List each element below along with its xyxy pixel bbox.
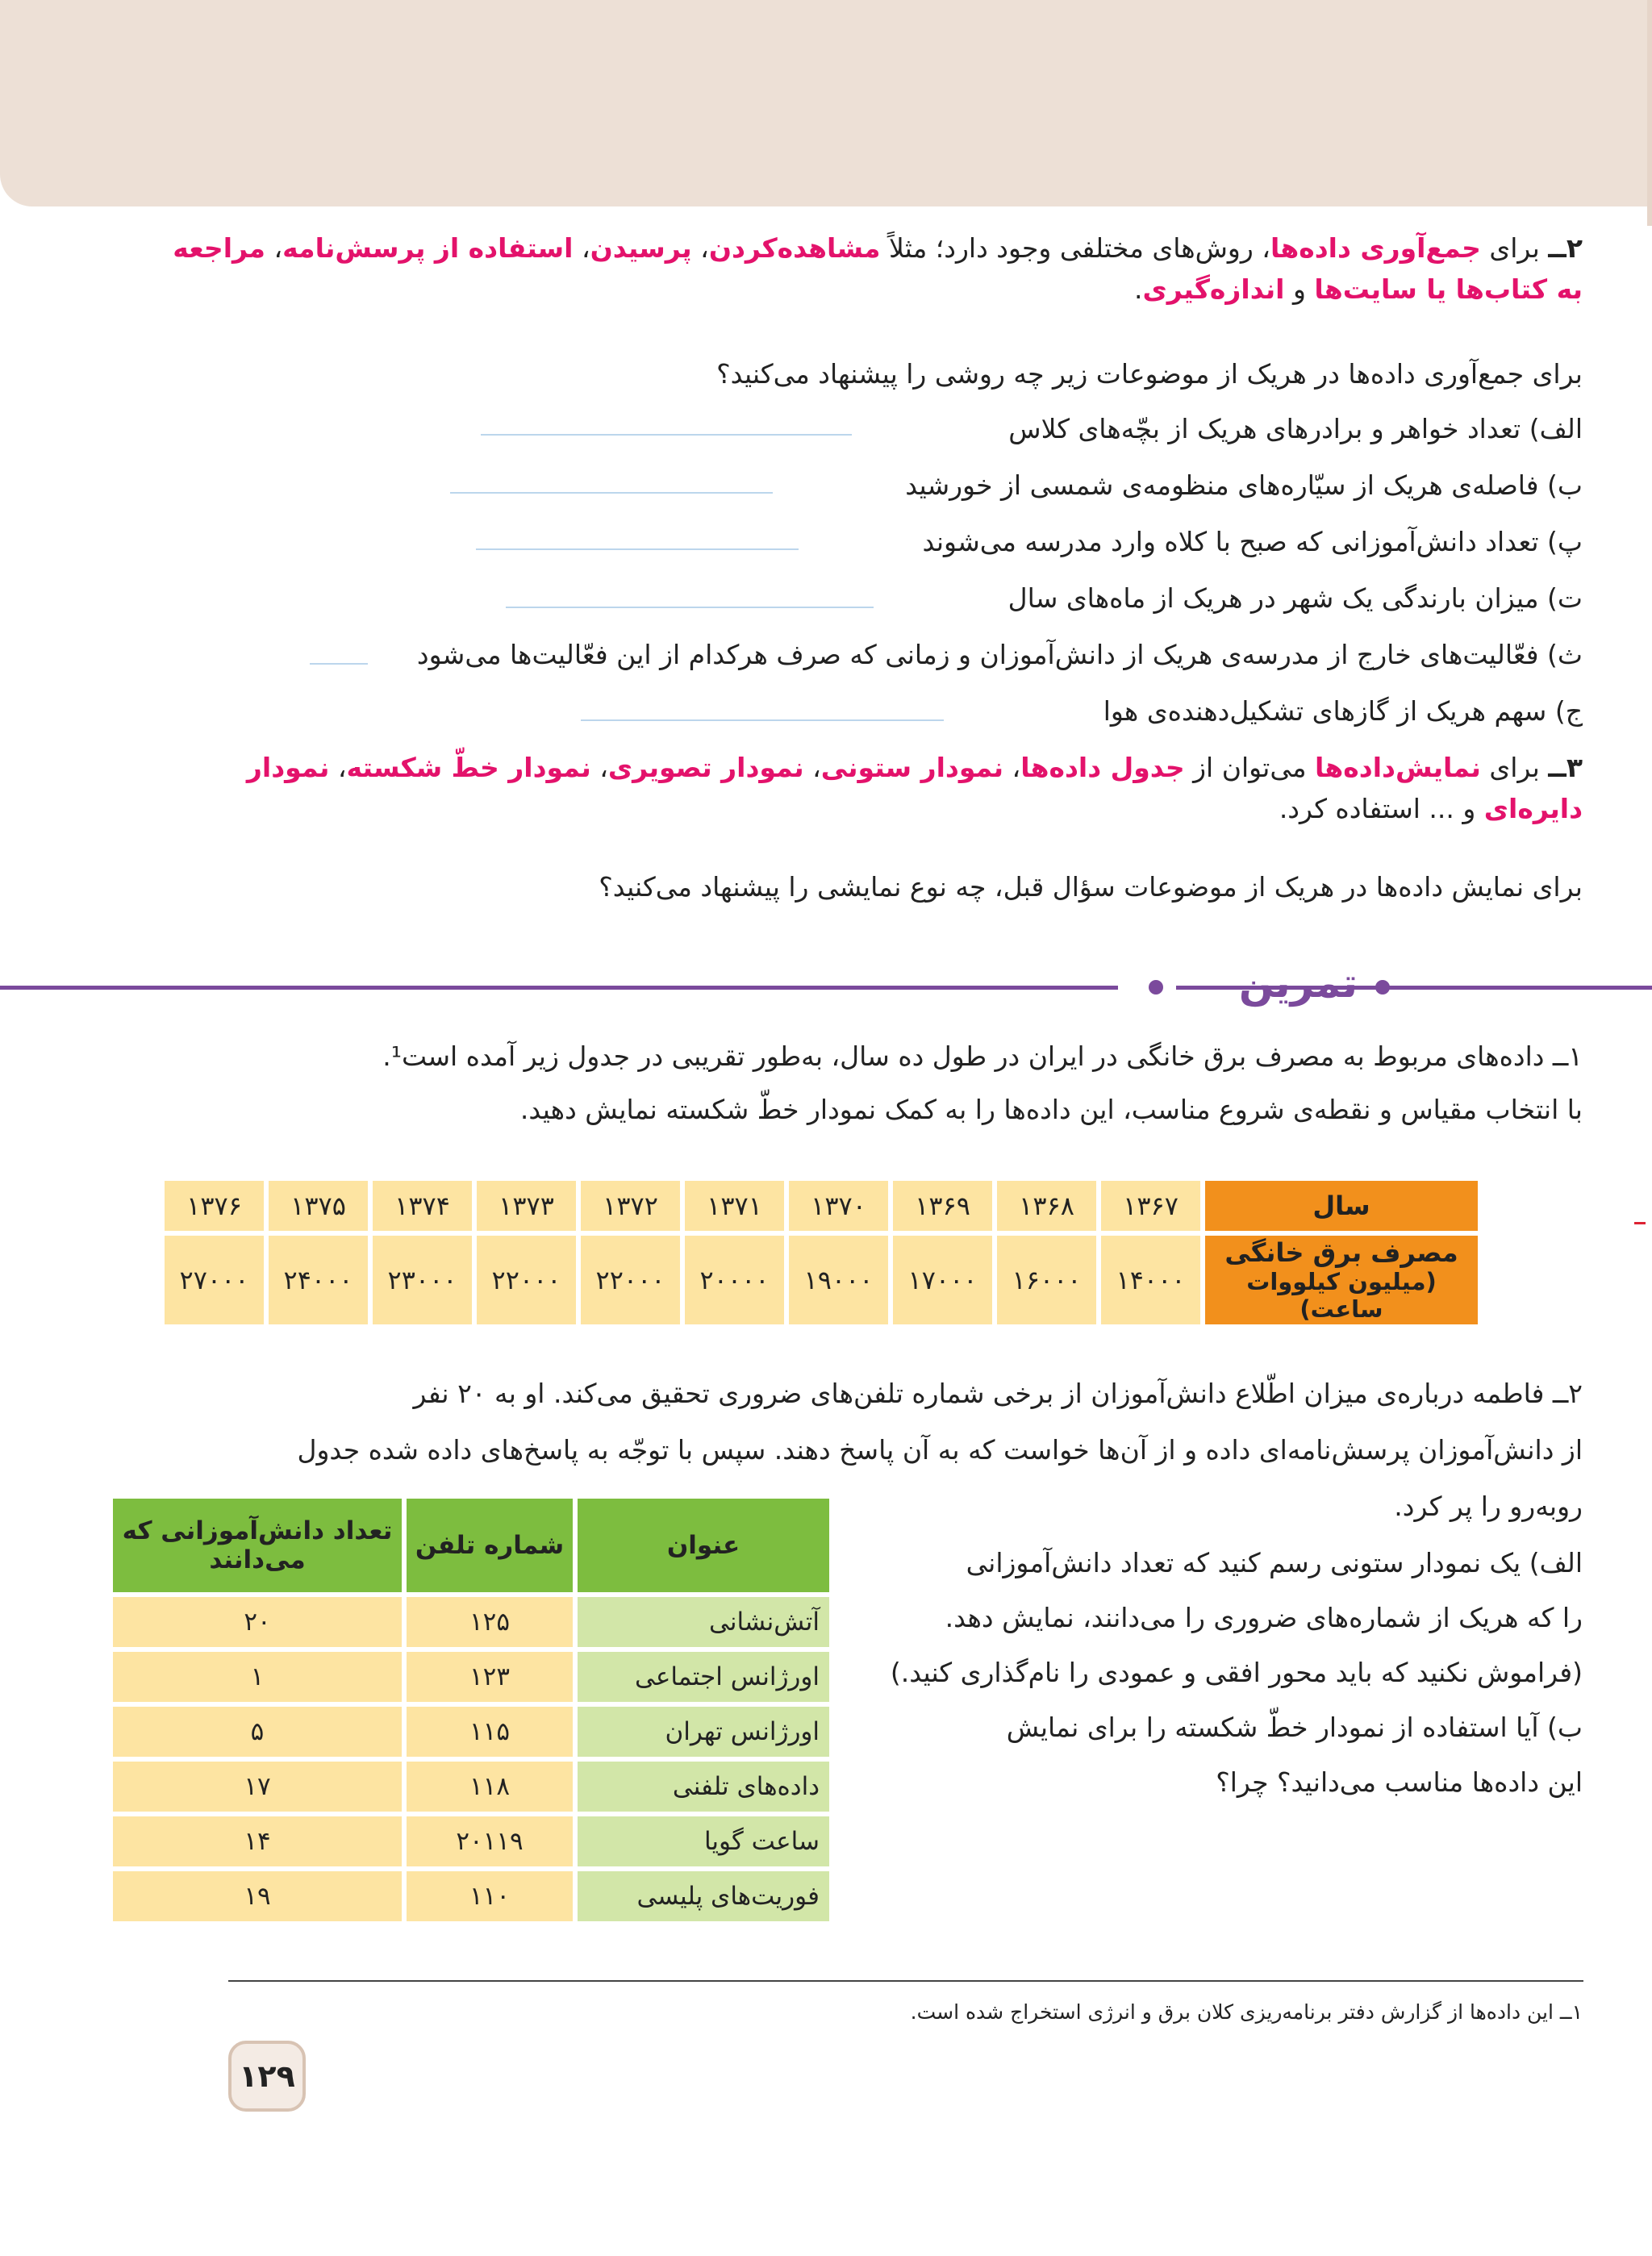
year-cell: ۱۳۶۹ bbox=[893, 1181, 992, 1231]
page-edge bbox=[1647, 0, 1652, 226]
answer-line[interactable] bbox=[476, 548, 799, 550]
value-cell: ۲۲۰۰۰ bbox=[581, 1236, 680, 1324]
table-row-phone: ۱۱۰ bbox=[407, 1871, 573, 1921]
item-b: ب) فاصله‌ی هریک از سیّاره‌های منظومه‌ی شمسی از خورشید bbox=[905, 469, 1583, 501]
answer-line[interactable] bbox=[481, 434, 852, 436]
table-row-title: آتش‌نشانی bbox=[578, 1597, 829, 1647]
page-number: ۱۲۹ bbox=[228, 2041, 306, 2112]
footnote-divider bbox=[228, 1980, 1583, 1982]
table-row-title: اورژانس اجتماعی bbox=[578, 1652, 829, 1702]
divider-dot bbox=[1375, 980, 1390, 995]
section2-paragraph: ۲ــ برای جمع‌آوری داده‌ها، روش‌های مختلفی وجود دارد؛ مثلاً مشاهده‌کردن، پرسیدن، استفاده از پرسش‌نامه، مراجعه به کتاب‌ها یا سایت‌ها و اندازه‌گیری. bbox=[173, 232, 1583, 306]
value-cell: ۲۲۰۰۰ bbox=[477, 1236, 576, 1324]
value-cell: ۱۷۰۰۰ bbox=[893, 1236, 992, 1324]
exercise2-a3: (فراموش نکنید که باید محور افقی و عمودی را نام‌گذاری کنید.) bbox=[890, 1657, 1583, 1688]
footnote: ۱ــ این داده‌ها از گزارش دفتر برنامه‌ریزی کلان برق و انرژی استخراج شده است. bbox=[910, 2000, 1583, 2024]
table-row-count: ۱۴ bbox=[113, 1816, 402, 1866]
answer-line[interactable] bbox=[581, 719, 944, 721]
table-row-title: داده‌های تلفنی bbox=[578, 1762, 829, 1812]
year-cell: ۱۳۷۶ bbox=[165, 1181, 264, 1231]
year-header: سال bbox=[1205, 1181, 1478, 1231]
table-row-count: ۲۰ bbox=[113, 1597, 402, 1647]
table-row-phone: ۱۲۵ bbox=[407, 1597, 573, 1647]
table-row-title: اورژانس تهران bbox=[578, 1707, 829, 1757]
table-row-count: ۱ bbox=[113, 1652, 402, 1702]
section3-paragraph: ۳ــ برای نمایش‌داده‌ها می‌توان از جدول داده‌ها، نمودار ستونی، نمودار تصویری، نمودار خطّ شکسته، نمودار دایره‌ای و ... استفاده کرد. bbox=[246, 752, 1583, 825]
value-cell: ۲۳۰۰۰ bbox=[373, 1236, 472, 1324]
value-cell: ۱۶۰۰۰ bbox=[997, 1236, 1096, 1324]
consumption-header bbox=[1205, 1236, 1478, 1324]
year-cell: ۱۳۷۲ bbox=[581, 1181, 680, 1231]
value-cell: ۲۴۰۰۰ bbox=[269, 1236, 368, 1324]
year-cell: ۱۳۷۵ bbox=[269, 1181, 368, 1231]
answer-line[interactable] bbox=[450, 492, 773, 494]
answer-line[interactable] bbox=[310, 663, 368, 665]
exercise2-b2: این داده‌ها مناسب می‌دانید؟ چرا؟ bbox=[1216, 1766, 1583, 1798]
count-header: تعداد دانش‌آموزانی که می‌دانند bbox=[113, 1499, 402, 1592]
section3-question: برای نمایش داده‌ها در هریک از موضوعات سؤال قبل، چه نوع نمایشی را پیشنهاد می‌کنید؟ bbox=[599, 871, 1583, 903]
year-cell: ۱۳۷۴ bbox=[373, 1181, 472, 1231]
table-row-phone: ۲۰۱۱۹ bbox=[407, 1816, 573, 1866]
answer-line[interactable] bbox=[506, 607, 874, 608]
phone-header: شماره تلفن bbox=[407, 1499, 573, 1592]
electricity-table bbox=[160, 1176, 1483, 1329]
divider-dot bbox=[1149, 980, 1163, 995]
exercise2-line2: از دانش‌آموزان پرسش‌نامه‌ای داده و از آن‌ها خواست که به آن پاسخ دهند. سپس با توجّه به پاسخ‌های داده شده جدول bbox=[297, 1434, 1583, 1466]
table-row-phone: ۱۲۳ bbox=[407, 1652, 573, 1702]
item-j: ج) سهم هریک از گازهای تشکیل‌دهنده‌ی هوا bbox=[1103, 695, 1583, 727]
value-cell: ۲۷۰۰۰ bbox=[165, 1236, 264, 1324]
item-t: ت) میزان بارندگی یک شهر در هریک از ماه‌های سال bbox=[1007, 582, 1583, 614]
year-cell: ۱۳۶۸ bbox=[997, 1181, 1096, 1231]
edge-mark bbox=[1634, 1222, 1646, 1224]
value-cell: ۱۹۰۰۰ bbox=[789, 1236, 888, 1324]
value-cell: ۲۰۰۰۰ bbox=[685, 1236, 784, 1324]
year-cell: ۱۳۷۱ bbox=[685, 1181, 784, 1231]
year-cell: ۱۳۷۰ bbox=[789, 1181, 888, 1231]
exercise2-a1: الف) یک نمودار ستونی رسم کنید که تعداد دانش‌آموزانی bbox=[966, 1547, 1583, 1578]
table-row-phone: ۱۱۸ bbox=[407, 1762, 573, 1812]
value-cell: ۱۴۰۰۰ bbox=[1101, 1236, 1200, 1324]
phone-table bbox=[108, 1494, 834, 1926]
header-band bbox=[0, 0, 1652, 206]
consumption-unit: (میلیون کیلووات ساعت) bbox=[1246, 1268, 1437, 1323]
exercise2-b1: ب) آیا استفاده از نمودار خطّ شکسته را برای نمایش bbox=[1006, 1712, 1583, 1743]
table-row-title: فوریت‌های پلیسی bbox=[578, 1871, 829, 1921]
table-row-count: ۱۹ bbox=[113, 1871, 402, 1921]
table-row-title: ساعت گویا bbox=[578, 1816, 829, 1866]
year-cell: ۱۳۶۷ bbox=[1101, 1181, 1200, 1231]
exercise2-line3: روبه‌رو را پر کرد. bbox=[1394, 1491, 1583, 1522]
exercise-title: تمرین bbox=[1238, 960, 1358, 1007]
table-row-phone: ۱۱۵ bbox=[407, 1707, 573, 1757]
exercise-divider-left bbox=[0, 986, 1118, 990]
exercise1-line1: ۱ــ داده‌های مربوط به مصرف برق خانگی در ایران در طول ده سال، به‌طور تقریبی در جدول زیر آمده است¹. bbox=[382, 1040, 1583, 1072]
exercise1-line2: با انتخاب مقیاس و نقطه‌ی شروع مناسب، این داده‌ها را به کمک نمودار خطّ شکسته نمایش دهید. bbox=[519, 1094, 1583, 1125]
table-row-count: ۱۷ bbox=[113, 1762, 402, 1812]
consumption-label: مصرف برق خانگی bbox=[1224, 1237, 1458, 1268]
title-header: عنوان bbox=[578, 1499, 829, 1592]
exercise2-line1: ۲ــ فاطمه درباره‌ی میزان اطّلاع دانش‌آموزان از برخی شماره تلفن‌های ضروری تحقیق می‌کند. او به ۲۰ نفر bbox=[413, 1378, 1583, 1409]
table-row-count: ۵ bbox=[113, 1707, 402, 1757]
item-p: پ) تعداد دانش‌آموزانی که صبح با کلاه وارد مدرسه می‌شوند bbox=[922, 526, 1583, 557]
year-cell: ۱۳۷۳ bbox=[477, 1181, 576, 1231]
section2-question: برای جمع‌آوری داده‌ها در هریک از موضوعات زیر چه روشی را پیشنهاد می‌کنید؟ bbox=[716, 358, 1583, 390]
item-th: ث) فعّالیت‌های خارج از مدرسه‌ی هریک از دانش‌آموزان و زمانی که صرف هرکدام از این فعّالیت‌ها می‌شود bbox=[416, 639, 1583, 670]
item-a: الف) تعداد خواهر و برادرهای هریک از بچّه‌های کلاس bbox=[1008, 413, 1583, 444]
exercise2-a2: را که هریک از شماره‌های ضروری را می‌دانند، نمایش دهد. bbox=[945, 1602, 1583, 1633]
